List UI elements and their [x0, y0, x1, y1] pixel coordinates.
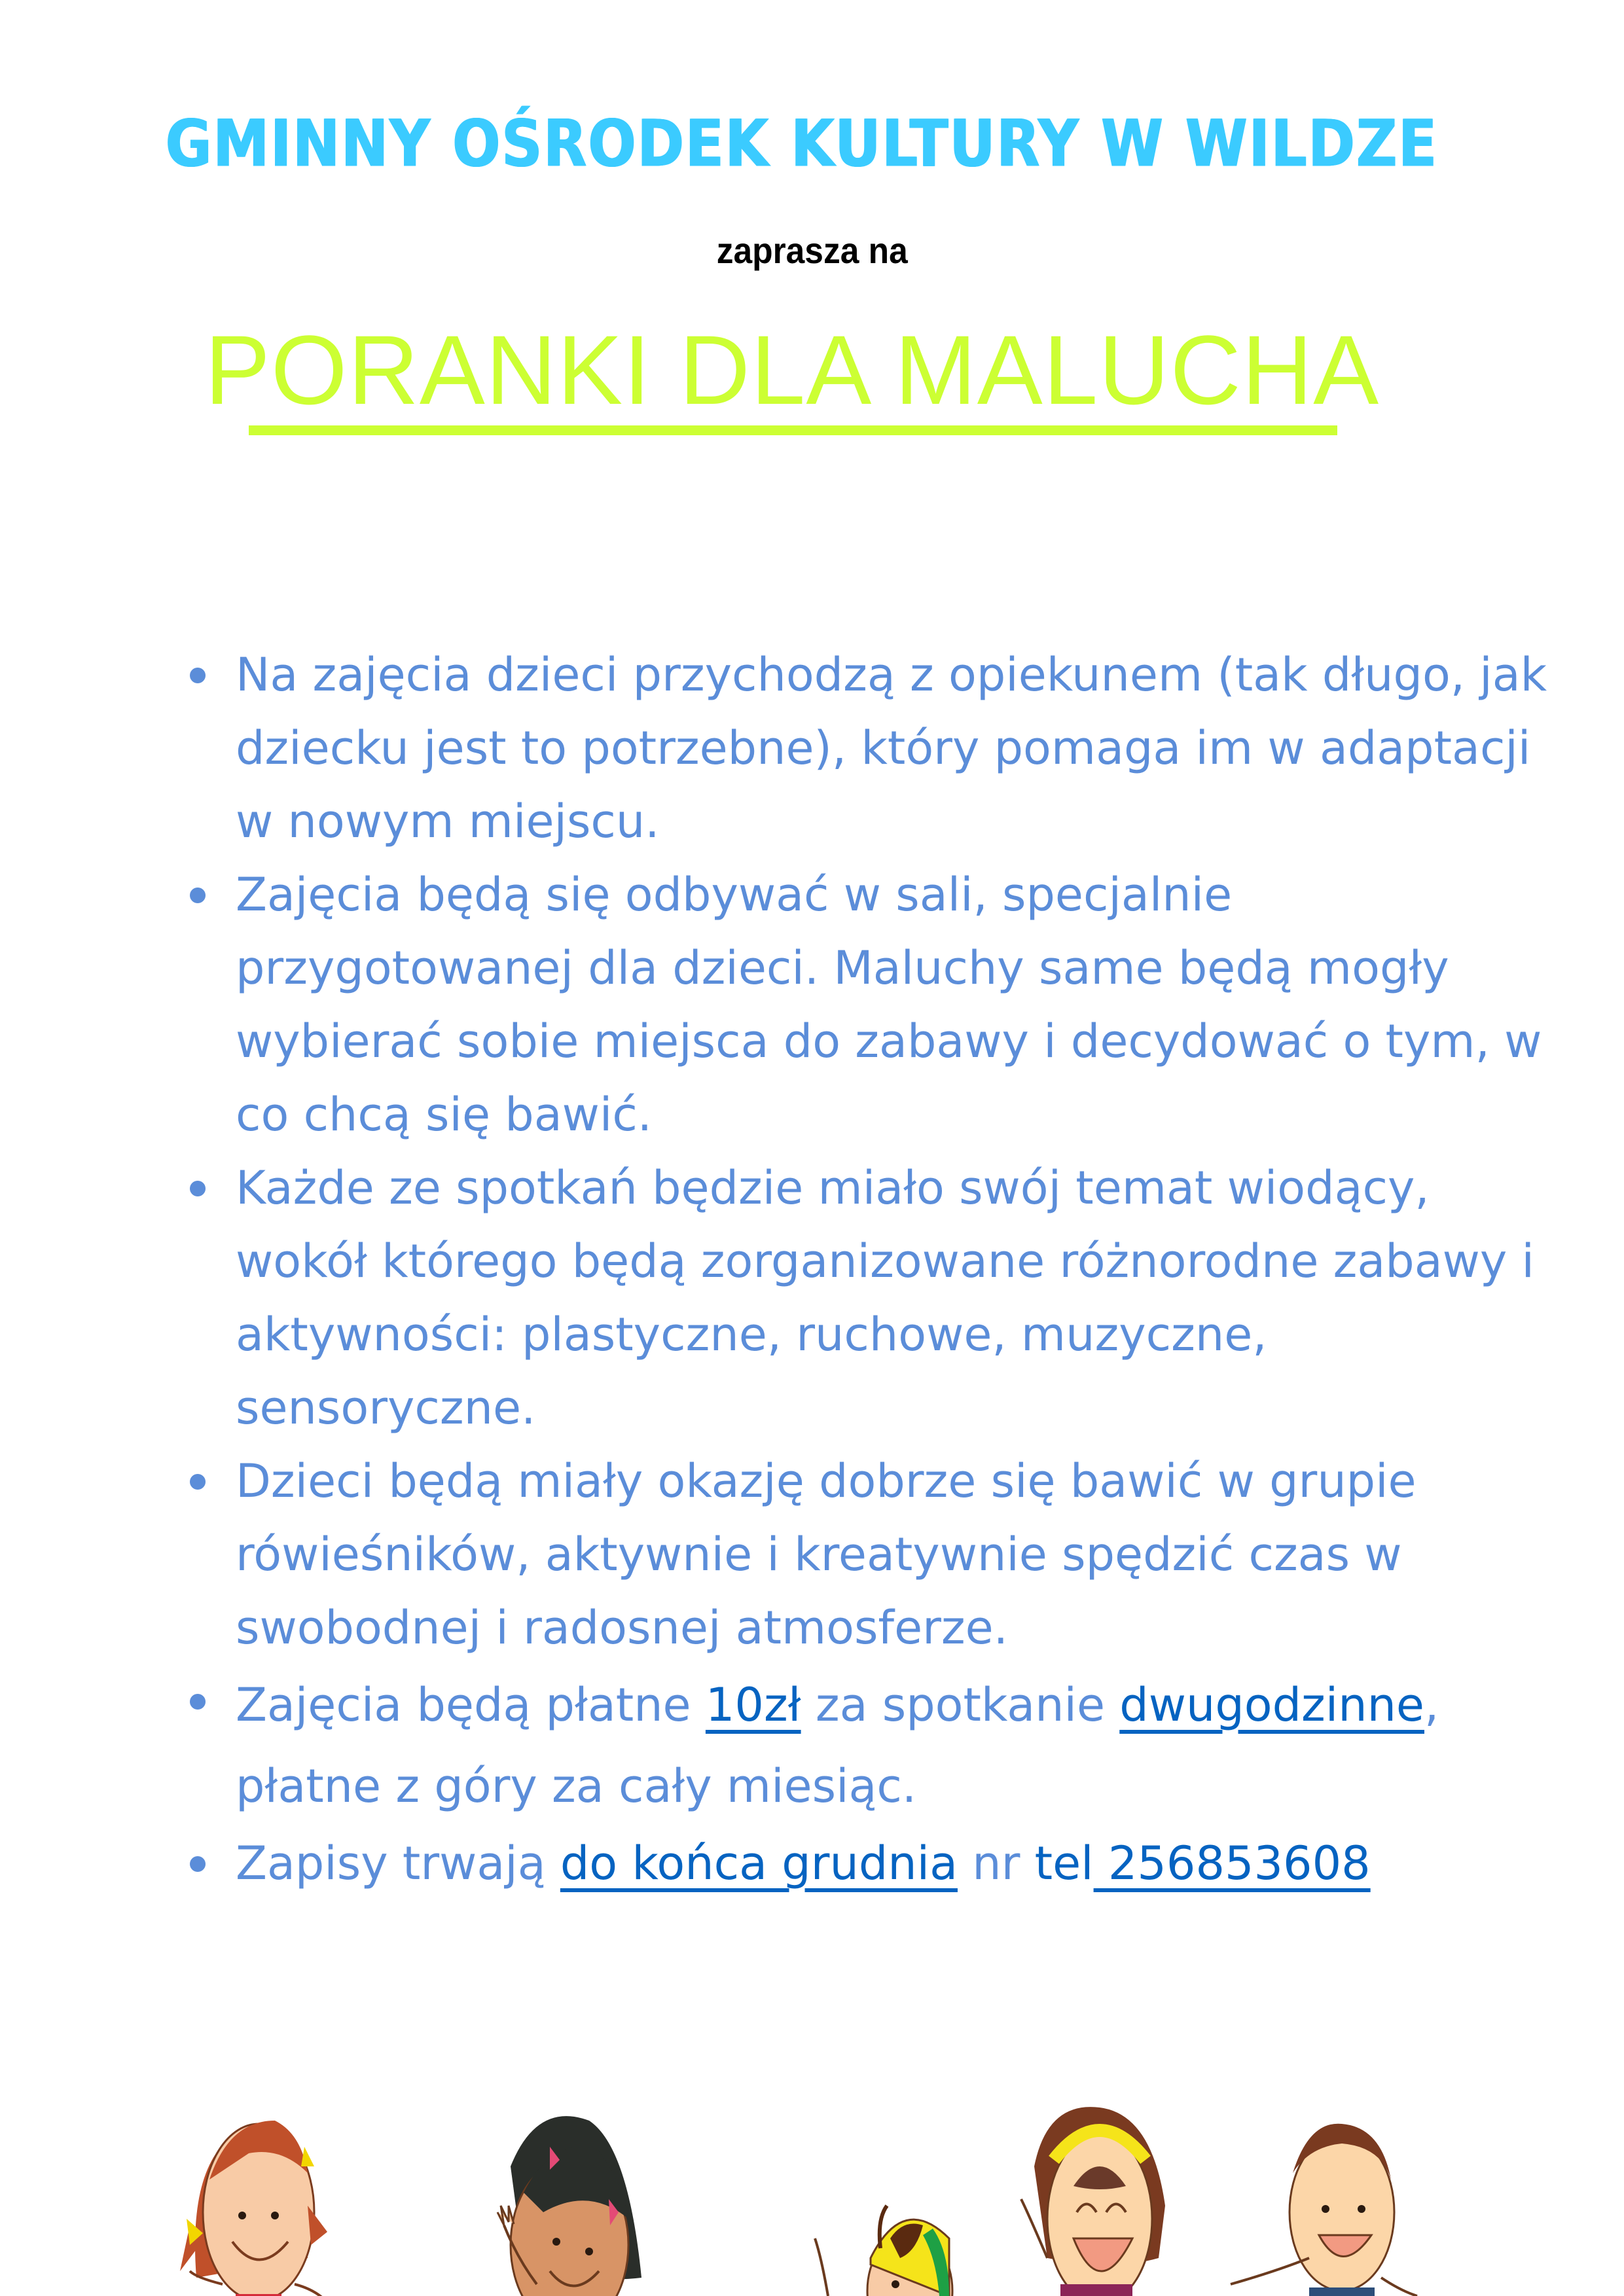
list-item-text: Zajęcia będą się odbywać w sali, specjalnie przygotowanej dla dzieci. Maluchy same będą mogły wybierać sobie miejsca do zabawy i decydować o tym, w co chcą się bawić.	[236, 868, 1542, 1141]
list-item-registration	[177, 1827, 1564, 1900]
list-item	[177, 858, 1564, 1151]
bullet-icon	[190, 888, 206, 903]
deadline-link[interactable]: do końca grudnia	[560, 1837, 958, 1890]
payment-text-1: Zajęcia będą płatne	[236, 1678, 706, 1732]
payment-text-2: za spotkanie	[801, 1678, 1120, 1732]
child-boy-yellow-cap-icon	[815, 2206, 952, 2296]
list-item-text: Na zajęcia dzieci przychodzą z opiekunem (tak długo, jak dziecku jest to potrzebne), który pomaga im w adaptacji w nowym miejscu.	[236, 648, 1547, 848]
list-item-text: Dzieci będą miały okazję dobrze się bawić w grupie rówieśników, aktywnie i kreatywnie spędzić czas w swobodnej i radosnej atmosferze.	[236, 1454, 1416, 1655]
child-girl-yellow-headband-icon	[1021, 2107, 1165, 2296]
organization-name: GMINNY OŚRODEK KULTURY W WILDZE	[165, 106, 1439, 182]
child-boy-striped-shirt-icon	[1231, 2124, 1417, 2296]
list-item	[177, 1151, 1564, 1444]
bullet-icon	[190, 1856, 206, 1872]
event-title	[204, 315, 1380, 435]
phone-link[interactable]: 256853608	[1093, 1837, 1371, 1890]
info-list	[177, 638, 1564, 1900]
tel-label: tel	[1034, 1837, 1094, 1890]
bullet-icon	[190, 668, 206, 683]
bullet-icon	[190, 1181, 206, 1196]
duration-link[interactable]: dwugodzinne	[1119, 1678, 1424, 1732]
list-item-payment	[177, 1664, 1564, 1827]
invites-text: zaprasza na	[716, 230, 908, 271]
list-item-text	[236, 1664, 1564, 1827]
list-item	[177, 638, 1564, 858]
registration-text-1: Zapisy trwają	[236, 1837, 560, 1890]
list-item-text	[236, 1827, 1564, 1900]
child-girl-dark-hair-icon	[497, 2116, 641, 2296]
payment-text-3: , płatne z góry za cały miesiąc.	[236, 1678, 1439, 1813]
event-title-underline	[249, 425, 1337, 435]
children-illustration	[0, 2062, 1624, 2296]
organization-title	[111, 101, 1492, 187]
bullet-icon	[190, 1474, 206, 1490]
list-item-text: Każde ze spotkań będzie miało swój temat wiodący, wokół którego będą zorganizowane różnorodne zabawy i aktywności: plastyczne, ruchowe, muzyczne, sensoryczne.	[236, 1161, 1534, 1435]
event-title-text: PORANKI DLA MALUCHA	[204, 315, 1380, 425]
invites-line	[0, 229, 1624, 272]
price-link[interactable]: 10zł	[705, 1678, 801, 1732]
bullet-icon	[190, 1694, 206, 1710]
list-item	[177, 1444, 1564, 1664]
registration-text-2: nr	[957, 1837, 1035, 1890]
child-girl-red-hair-icon	[180, 2121, 334, 2296]
